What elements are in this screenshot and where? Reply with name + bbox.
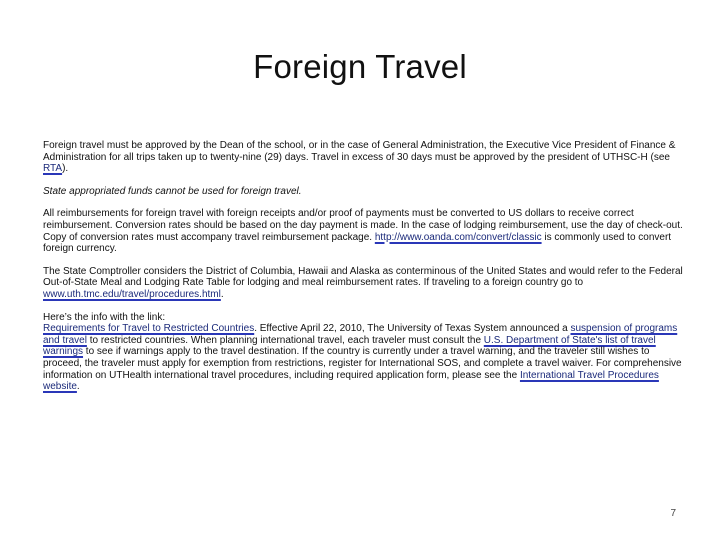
procedures-link[interactable]: www.uth.tmc.edu/travel/procedures.html (43, 288, 221, 300)
funds-warning-paragraph: State appropriated funds cannot be used for foreign travel. (43, 185, 302, 197)
restricted-text-3: to see if warnings apply to the travel destination. If the country is currently under a travel warning, and the traveler still wishes to proceed, the traveler must apply for exemption from restrictions, register for International SOS, and complete a travel waiver. For comprehensive information on UTHealth international travel procedures, including required application form, please see the (43, 346, 682, 381)
comptroller-text-end: . (220, 288, 224, 300)
restricted-countries-paragraph (43, 312, 683, 393)
restricted-text-1: . Effective April 22, 2010, The University of Texas System announced a (254, 323, 571, 335)
reimbursement-paragraph (43, 208, 683, 254)
international-procedures-link[interactable]: International Travel Procedures website (43, 369, 659, 393)
restricted-countries-link[interactable]: Requirements for Travel to Restricted Countries (43, 323, 255, 335)
page-number: 7 (670, 508, 676, 519)
approval-text: Foreign travel must be approved by the Dean of the school, or in the case of General Administration, the Executive Vice President of Finance & Administration for all trips taken up to twenty-nine (29) days. Travel in excess of 30 days must be approved by the president of UTHSC-H (see (43, 140, 676, 163)
slide-title: Foreign Travel (253, 48, 467, 85)
restricted-text-2: to restricted countries. When planning international travel, each traveler must consult the (86, 334, 484, 346)
restricted-text-4: . (76, 381, 80, 393)
reimbursement-text: All reimbursements for foreign travel with foreign receipts and/or proof of payments must be converted to US dollars to receive correct reimbursement. Conversion rates should be based on the day payment is made. In the case of lodging reimbursement, use the day of check-out. Copy of conversion rates must accompany travel reimbursement package. (43, 208, 683, 243)
approval-text-end: ). (62, 163, 69, 175)
comptroller-text: The State Comptroller considers the District of Columbia, Hawaii and Alaska as conterminous of the United States and would refer to the Federal Out-of-State Meal and Lodging Rate Table for lodging and meal reimbursement rates. If traveling to a foreign country go to (43, 265, 683, 289)
slide-body (43, 140, 683, 404)
reimbursement-text-end: is commonly used to convert foreign currency. (43, 231, 672, 255)
rta-link[interactable]: RTA (43, 163, 63, 175)
oanda-link[interactable]: http://www.oanda.com/convert/classic (374, 231, 542, 243)
comptroller-paragraph (43, 266, 683, 301)
approval-paragraph (43, 140, 683, 175)
restricted-intro: Here’s the info with the link: (43, 311, 166, 323)
travel-warnings-link[interactable]: U.S. Department of State's list of travel warnings (43, 334, 656, 358)
suspension-link[interactable]: suspension of programs and travel (43, 323, 678, 346)
